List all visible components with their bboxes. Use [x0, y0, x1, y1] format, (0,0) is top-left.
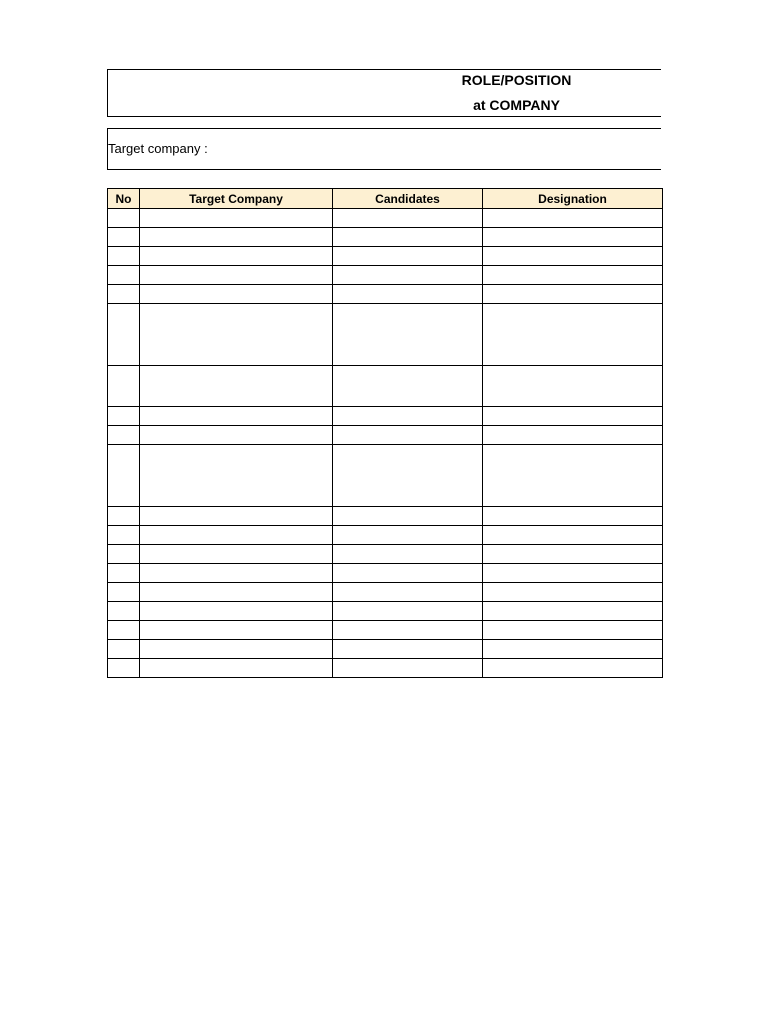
candidates-table — [107, 188, 663, 678]
cell-target-company[interactable] — [140, 507, 333, 526]
cell-candidates[interactable] — [333, 407, 483, 426]
cell-designation[interactable] — [483, 602, 663, 621]
title-role-position: ROLE/POSITION — [461, 72, 572, 88]
table-row — [108, 545, 663, 564]
column-header-no: No — [108, 189, 140, 209]
cell-candidates[interactable] — [333, 602, 483, 621]
cell-target-company[interactable] — [140, 659, 333, 678]
cell-designation[interactable] — [483, 304, 663, 366]
cell-target-company[interactable] — [140, 526, 333, 545]
cell-candidates[interactable] — [333, 507, 483, 526]
cell-designation[interactable] — [483, 285, 663, 304]
cell-target-company[interactable] — [140, 621, 333, 640]
cell-candidates[interactable] — [333, 285, 483, 304]
cell-candidates[interactable] — [333, 621, 483, 640]
table-row — [108, 526, 663, 545]
table-row — [108, 640, 663, 659]
cell-target-company[interactable] — [140, 602, 333, 621]
cell-target-company[interactable] — [140, 640, 333, 659]
table-row — [108, 285, 663, 304]
table-row — [108, 659, 663, 678]
cell-candidates[interactable] — [333, 426, 483, 445]
table-row — [108, 247, 663, 266]
cell-no[interactable] — [108, 209, 140, 228]
cell-designation[interactable] — [483, 659, 663, 678]
cell-no[interactable] — [108, 407, 140, 426]
cell-candidates[interactable] — [333, 247, 483, 266]
cell-no[interactable] — [108, 659, 140, 678]
title-box — [107, 69, 661, 117]
cell-designation[interactable] — [483, 621, 663, 640]
table-row — [108, 304, 663, 366]
cell-designation[interactable] — [483, 583, 663, 602]
table-row — [108, 407, 663, 426]
cell-target-company[interactable] — [140, 426, 333, 445]
cell-no[interactable] — [108, 564, 140, 583]
cell-candidates[interactable] — [333, 640, 483, 659]
cell-designation[interactable] — [483, 426, 663, 445]
cell-no[interactable] — [108, 445, 140, 507]
cell-no[interactable] — [108, 526, 140, 545]
cell-target-company[interactable] — [140, 247, 333, 266]
cell-candidates[interactable] — [333, 526, 483, 545]
cell-designation[interactable] — [483, 247, 663, 266]
cell-candidates[interactable] — [333, 659, 483, 678]
cell-no[interactable] — [108, 285, 140, 304]
cell-target-company[interactable] — [140, 228, 333, 247]
cell-candidates[interactable] — [333, 445, 483, 507]
cell-target-company[interactable] — [140, 285, 333, 304]
table-row — [108, 445, 663, 507]
cell-no[interactable] — [108, 602, 140, 621]
cell-no[interactable] — [108, 247, 140, 266]
table-row — [108, 621, 663, 640]
cell-candidates[interactable] — [333, 304, 483, 366]
cell-candidates[interactable] — [333, 564, 483, 583]
cell-candidates[interactable] — [333, 228, 483, 247]
table-row — [108, 209, 663, 228]
cell-target-company[interactable] — [140, 209, 333, 228]
cell-designation[interactable] — [483, 407, 663, 426]
title-at-company: at COMPANY — [473, 97, 560, 113]
cell-designation[interactable] — [483, 209, 663, 228]
cell-no[interactable] — [108, 228, 140, 247]
table-row — [108, 507, 663, 526]
cell-designation[interactable] — [483, 507, 663, 526]
table-row — [108, 602, 663, 621]
cell-no[interactable] — [108, 640, 140, 659]
cell-candidates[interactable] — [333, 366, 483, 407]
table-row — [108, 228, 663, 247]
cell-designation[interactable] — [483, 640, 663, 659]
cell-designation[interactable] — [483, 266, 663, 285]
cell-designation[interactable] — [483, 545, 663, 564]
cell-no[interactable] — [108, 507, 140, 526]
cell-designation[interactable] — [483, 366, 663, 407]
column-header-designation: Designation — [483, 189, 663, 209]
cell-target-company[interactable] — [140, 366, 333, 407]
cell-no[interactable] — [108, 545, 140, 564]
cell-target-company[interactable] — [140, 545, 333, 564]
column-header-target-company: Target Company — [140, 189, 333, 209]
cell-designation[interactable] — [483, 526, 663, 545]
table-row — [108, 564, 663, 583]
cell-no[interactable] — [108, 426, 140, 445]
cell-candidates[interactable] — [333, 545, 483, 564]
cell-target-company[interactable] — [140, 564, 333, 583]
cell-target-company[interactable] — [140, 583, 333, 602]
target-company-box — [107, 128, 661, 170]
table-row — [108, 266, 663, 285]
table-header-row — [108, 189, 663, 209]
cell-designation[interactable] — [483, 228, 663, 247]
cell-target-company[interactable] — [140, 266, 333, 285]
cell-candidates[interactable] — [333, 209, 483, 228]
cell-target-company[interactable] — [140, 304, 333, 366]
cell-no[interactable] — [108, 366, 140, 407]
column-header-candidates: Candidates — [333, 189, 483, 209]
cell-no[interactable] — [108, 304, 140, 366]
target-company-label: Target company : — [108, 141, 208, 156]
cell-no[interactable] — [108, 583, 140, 602]
cell-target-company[interactable] — [140, 407, 333, 426]
cell-candidates[interactable] — [333, 266, 483, 285]
table-row — [108, 583, 663, 602]
cell-target-company[interactable] — [140, 445, 333, 507]
cell-no[interactable] — [108, 266, 140, 285]
table-row — [108, 426, 663, 445]
cell-no[interactable] — [108, 621, 140, 640]
cell-candidates[interactable] — [333, 583, 483, 602]
table-row — [108, 366, 663, 407]
cell-designation[interactable] — [483, 564, 663, 583]
cell-designation[interactable] — [483, 445, 663, 507]
